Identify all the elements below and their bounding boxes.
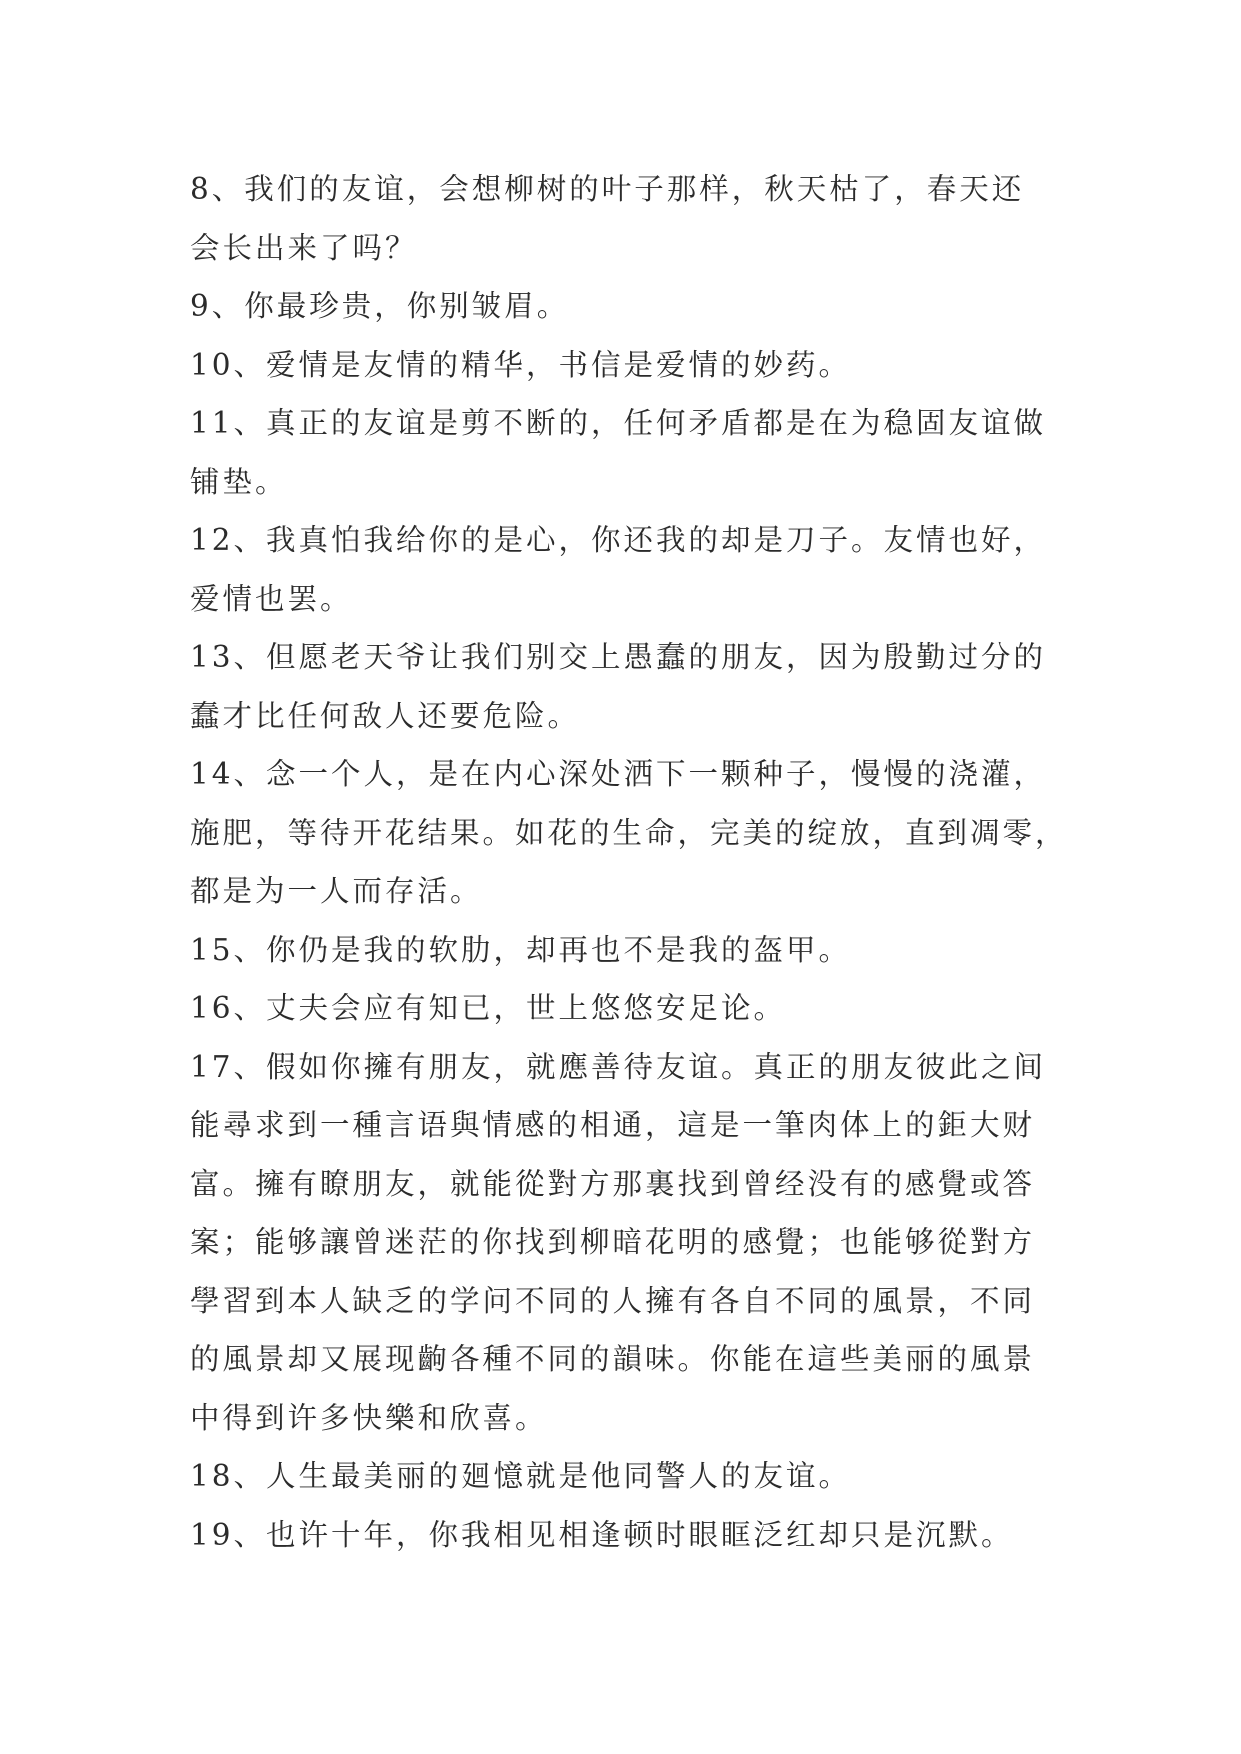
text-line: 爱情也罢。	[190, 581, 353, 616]
text-line: 12、我真怕我给你的是心，你还我的却是刀子。友情也好，	[190, 523, 1047, 557]
text-line: 15、你仍是我的软肋，却再也不是我的盔甲。	[190, 932, 852, 967]
text-line: 施肥，等待开花结果。如花的生命，完美的绽放，直到凋零，	[190, 815, 1068, 850]
text-line: 14、念一个人，是在内心深处洒下一颗种子，慢慢的浇灌，	[190, 757, 1047, 791]
text-line: 中得到许多快樂和欣喜。	[190, 1400, 548, 1435]
text-line: 11、真正的友谊是剪不断的，任何矛盾都是在为稳固友谊做	[190, 406, 1047, 440]
text-line: 铺垫。	[190, 464, 288, 499]
text-line: 8、我们的友谊，会想柳树的叶子那样，秋天枯了，春天还	[190, 172, 1025, 206]
text-line: 13、但愿老天爷让我们别交上愚蠢的朋友，因为殷勤过分的	[190, 640, 1047, 674]
text-line: 9、你最珍贵，你别皱眉。	[190, 289, 570, 323]
text-line: 会长出来了吗？	[190, 230, 418, 265]
text-line: 富。擁有瞭朋友，就能從對方那裏找到曾经没有的感覺或答	[190, 1166, 1036, 1201]
text-line: 能尋求到一種言语與情感的相通，這是一筆肉体上的鉅大财	[190, 1108, 1036, 1142]
text-line: 學習到本人缺乏的学问不同的人擁有各自不同的風景，不同	[190, 1283, 1036, 1318]
text-line: 都是为一人而存活。	[190, 874, 483, 908]
text-line: 19、也许十年，你我相见相逢顿时眼眶泛红却只是沉默。	[190, 1517, 1014, 1552]
text-line: 蠢才比任何敌人还要危险。	[190, 698, 581, 733]
text-line: 17、假如你擁有朋友，就應善待友谊。真正的朋友彼此之间	[190, 1049, 1047, 1084]
document-body	[190, 160, 1068, 1564]
text-line: 10、爱情是友情的精华，书信是爱情的妙药。	[190, 347, 852, 382]
text-line: 案；能够讓曾迷茫的你找到柳暗花明的感覺；也能够從對方	[190, 1225, 1036, 1259]
text-line: 18、人生最美丽的廻憶就是他同警人的友谊。	[190, 1459, 852, 1493]
text-line: 的風景却又展现齣各種不同的韻味。你能在這些美丽的風景	[190, 1342, 1036, 1376]
text-line: 16、丈夫会应有知已，世上悠悠安足论。	[190, 991, 787, 1025]
